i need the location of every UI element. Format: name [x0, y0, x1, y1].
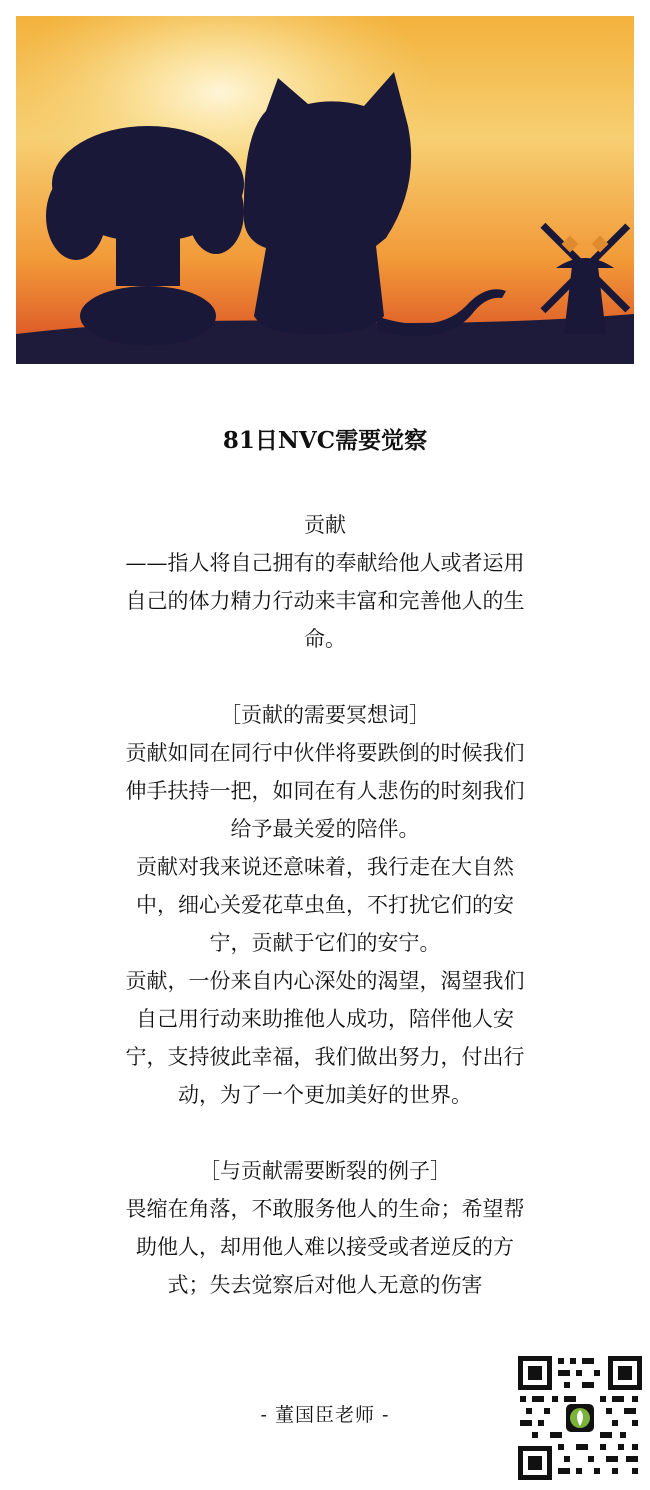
examples-line: 助他人，却用他人难以接受或者逆反的方 [136, 1235, 514, 1259]
banner-image [16, 16, 634, 364]
paragraph-gap [60, 1114, 590, 1152]
meditation-line: 宁，支持彼此幸福，我们做出努力，付出行 [125, 1045, 525, 1069]
leaf-logo-icon [570, 1408, 590, 1428]
meditation-line: 贡献如同在同行中伙伴将要跌倒的时候我们 [125, 741, 525, 765]
meditation-line: 贡献，一份来自内心深处的渴望，渴望我们 [125, 969, 525, 993]
meditation-line: 宁，贡献于它们的安宁。 [209, 931, 441, 955]
definition-line: 命。 [304, 627, 346, 651]
meditation-line: 贡献对我来说还意味着，我行走在大自然 [136, 855, 514, 879]
qr-code-icon[interactable] [516, 1354, 644, 1482]
meditation-line: 伸手扶持一把，如同在有人悲伤的时刻我们 [125, 779, 525, 803]
meditation-heading: ［贡献的需要冥想词］ [220, 703, 430, 727]
sunset-illustration [16, 16, 634, 364]
definition-line: ——指人将自己拥有的奉献给他人或者运用 [125, 551, 525, 575]
examples-line: 畏缩在角落，不敢服务他人的生命；希望帮 [125, 1197, 525, 1221]
article-body [60, 506, 590, 1304]
page-title: 81日NVC需要觉察 [222, 427, 428, 454]
definition-line: 自己的体力精力行动来丰富和完善他人的生 [125, 589, 525, 613]
meditation-line: 给予最关爱的陪伴。 [230, 817, 420, 841]
examples-line: 式；失去觉察后对他人无意的伤害 [167, 1273, 483, 1297]
meditation-line: 中，细心关爱花草虫鱼，不打扰它们的安 [136, 893, 514, 917]
examples-heading: ［与贡献需要断裂的例子］ [199, 1159, 451, 1183]
definition-term: 贡献 [304, 513, 346, 537]
paragraph-gap [60, 658, 590, 696]
meditation-line: 动，为了一个更加美好的世界。 [178, 1083, 472, 1107]
meditation-line: 自己用行动来助推他人成功，陪伴他人安 [136, 1007, 514, 1031]
author-signature: - 董国臣老师 - [260, 1404, 390, 1426]
